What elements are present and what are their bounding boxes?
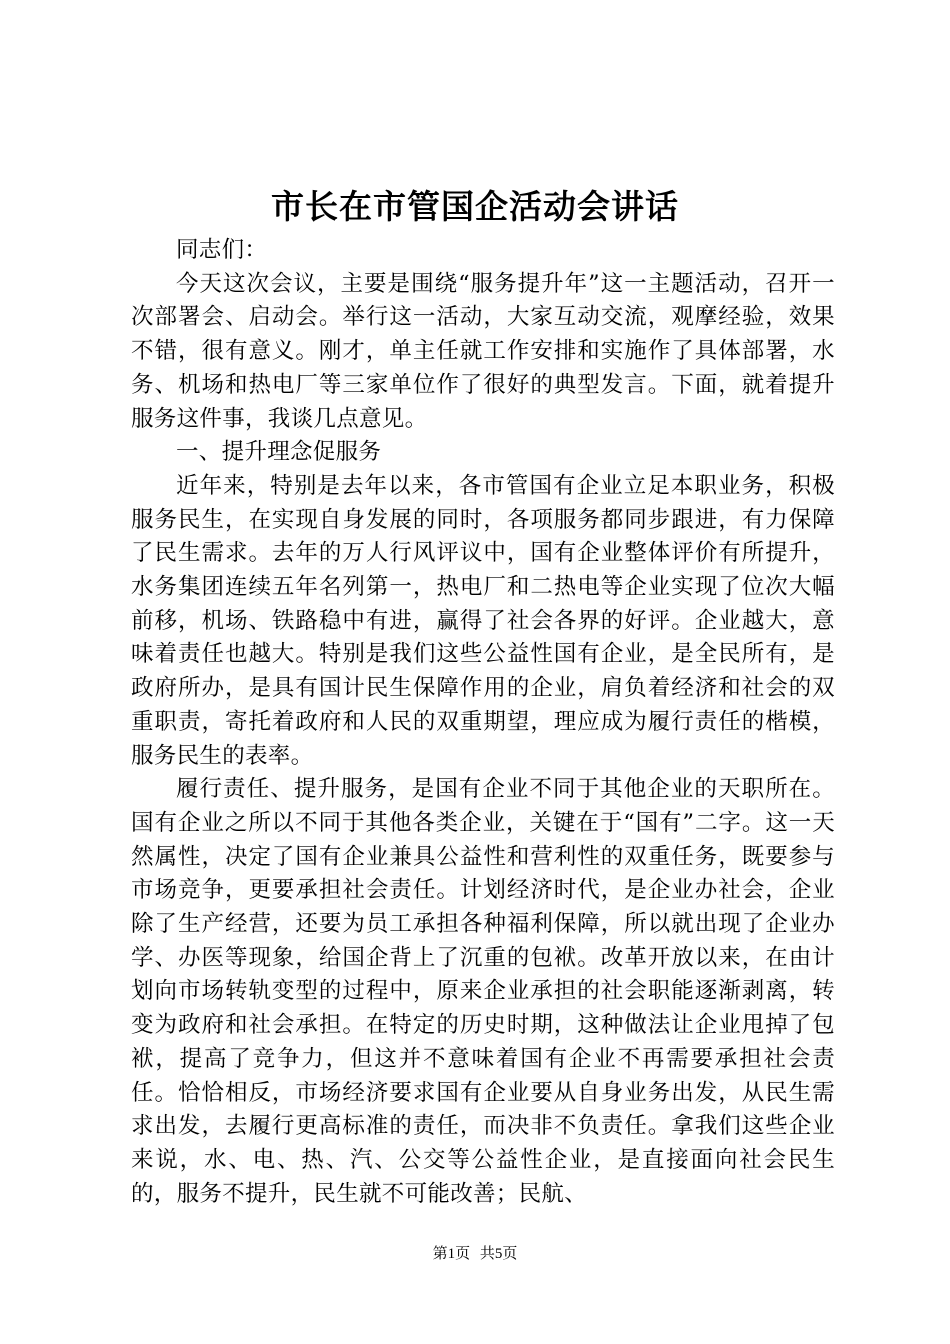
page-footer: [0, 1243, 950, 1265]
body-paragraph: 今天这次会议，主要是围绕“服务提升年”这一主题活动，召开一次部署会、启动会。举行这一活动，大家互动交流，观摩经验，效果不错，很有意义。刚才，单主任就工作安排和实施作了具体部署，水务、机场和热电厂等三家单位作了很好的典型发言。下面，就着提升服务这件事，我谈几点意见。: [131, 270, 835, 432]
body-paragraph: 近年来，特别是去年以来，各市管国有企业立足本职业务，积极服务民生，在实现自身发展的同时，各项服务都同步跟进，有力保障了民生需求。去年的万人行风评议中，国有企业整体评价有所提升，水务集团连续五年名列第一，热电厂和二热电等企业实现了位次大幅前移，机场、铁路稳中有进，赢得了社会各界的好评。企业越大，意味着责任也越大。特别是我们这些公益性国有企业，是全民所有，是政府所办，是具有国计民生保障作用的企业，肩负着经济和社会的双重职责，寄托着政府和人民的双重期望，理应成为履行责任的楷模，服务民生的表率。: [131, 472, 835, 769]
salutation-paragraph: 同志们：: [176, 237, 268, 263]
body-paragraph: 履行责任、提升服务，是国有企业不同于其他企业的天职所在。国有企业之所以不同于其他各类企业，关键在于“国有”二字。这一天然属性，决定了国有企业兼具公益性和营利性的双重任务，既要参与市场竞争，更要承担社会责任。计划经济时代，是企业办社会，企业除了生产经营，还要为员工承担各种福利保障，所以就出现了企业办学、办医等现象，给国企背上了沉重的包袱。改革开放以来，在由计划向市场转轨变型的过程中，原来企业承担的社会职能逐渐剥离，转变为政府和社会承担。在特定的历史时期，这种做法让企业甩掉了包袱，提高了竞争力，但这并不意味着国有企业不再需要承担社会责任。恰恰相反，市场经济要求国有企业要从自身业务出发，从民生需求出发，去履行更高标准的责任，而决非不负责任。拿我们这些企业来说，水、电、热、汽、公交等公益性企业，是直接面向社会民生的，服务不提升，民生就不可能改善；民航、: [131, 776, 835, 1207]
page-number: 第1页: [432, 1246, 471, 1262]
section-heading: 一、提升理念促服务: [176, 439, 382, 466]
document-body: [131, 234, 835, 1211]
page-total: 共5页: [479, 1246, 518, 1262]
document-title: 市长在市管国企活动会讲话: [271, 187, 679, 226]
